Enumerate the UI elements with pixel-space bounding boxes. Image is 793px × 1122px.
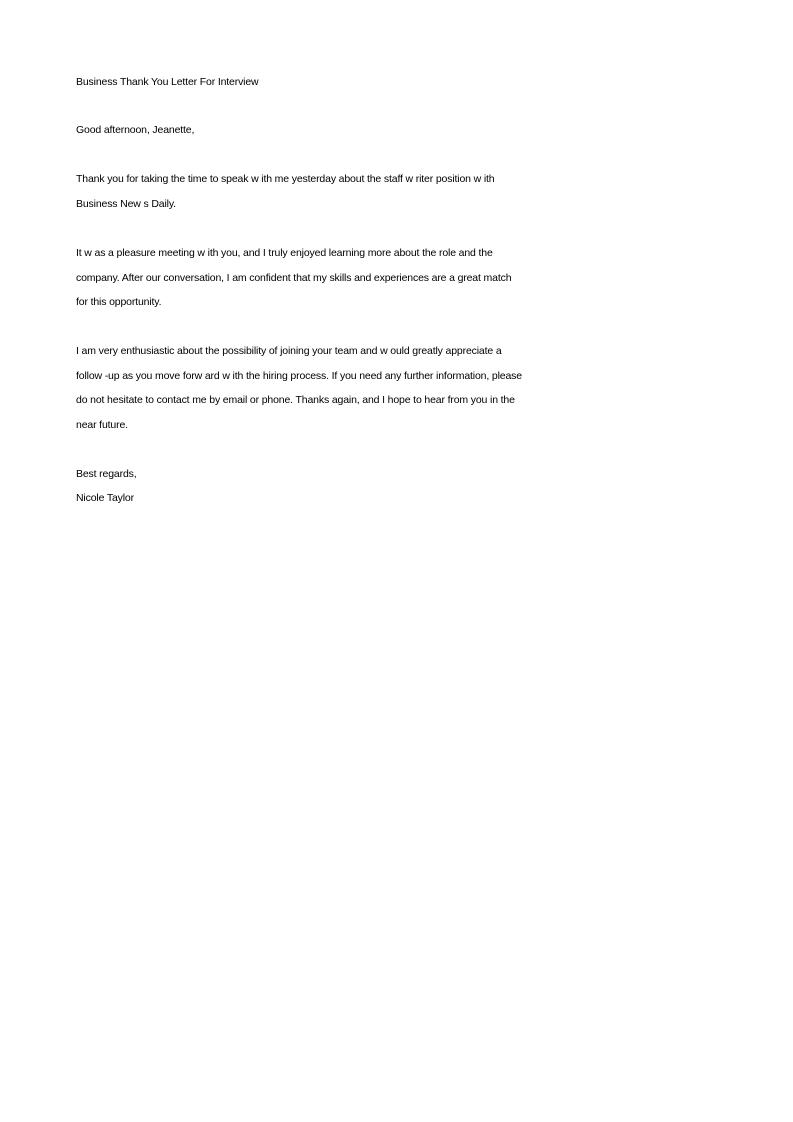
paragraph-3-line-3: do not hesitate to contact me by email or phone. Thanks again, and I hope to hear from you in the	[76, 394, 515, 406]
paragraph-3-line-4: near future.	[76, 419, 128, 431]
paragraph-2-line-1: It w as a pleasure meeting w ith you, and I truly enjoyed learning more about the role and the	[76, 247, 493, 259]
paragraph-2-line-2: company. After our conversation, I am confident that my skills and experiences are a great match	[76, 272, 512, 284]
paragraph-3-line-2: follow -up as you move forw ard w ith the hiring process. If you need any further information, please	[76, 370, 522, 382]
paragraph-1-line-1: Thank you for taking the time to speak w ith me yesterday about the staff w riter position w ith	[76, 173, 495, 185]
letter-greeting: Good afternoon, Jeanette,	[76, 124, 195, 136]
paragraph-3-line-1: I am very enthusiastic about the possibility of joining your team and w ould greatly appreciate a	[76, 345, 502, 357]
paragraph-1-line-2: Business New s Daily.	[76, 198, 176, 210]
letter-closing: Best regards,	[76, 468, 137, 480]
paragraph-2-line-3: for this opportunity.	[76, 296, 162, 308]
letter-title: Business Thank You Letter For Interview	[76, 76, 259, 88]
letter-signature: Nicole Taylor	[76, 492, 134, 504]
